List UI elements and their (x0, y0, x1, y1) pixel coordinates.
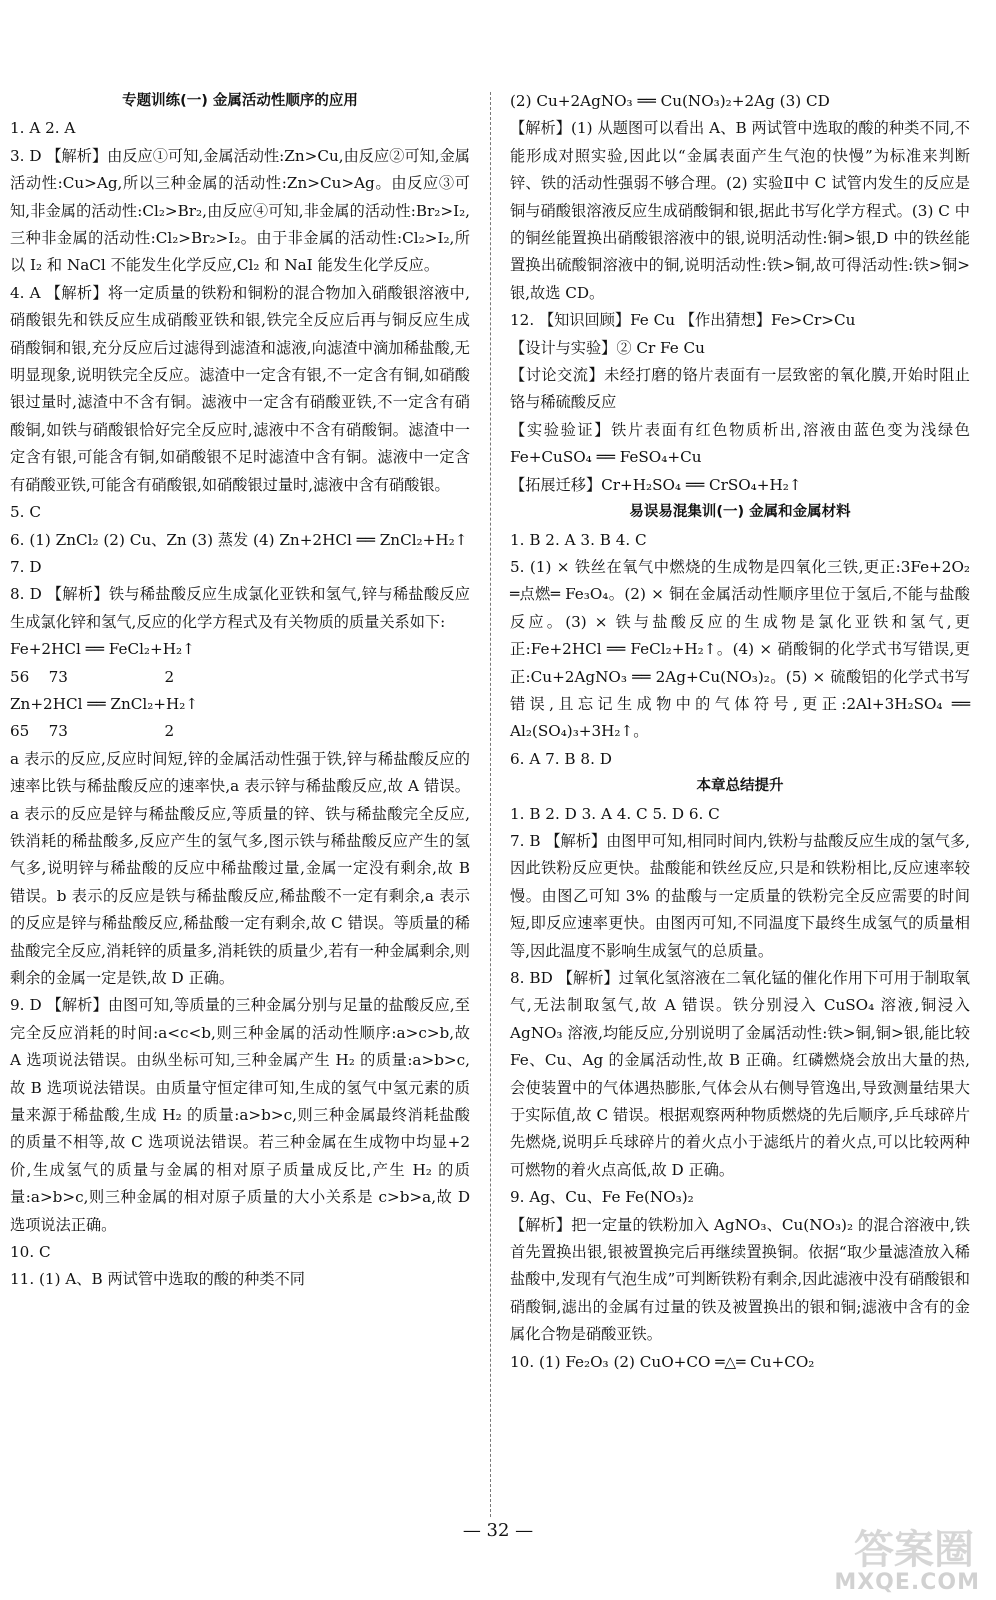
section-title-3: 本章总结提升 (696, 778, 784, 795)
answer-s3-9-analysis: 【解析】把一定量的铁粉加入 AgNO₃、Cu(NO₃)₂ 的混合溶液中,铁首先置换出银,银被置换完后再继续置换铜。依据“取少量滤渣放入稀盐酸中,发现有气泡生成”可判断铁粉有剩余,因此滤液中没有硝酸银和硝酸铜,滤出的金属有过量的铁及被置换出的银和铜;滤液中含有的金属化合物是硝酸亚铁。 (510, 1215, 970, 1344)
answer-5: 5. C (10, 503, 41, 522)
right-column (510, 88, 970, 1376)
answer-s2-6-8: 6. A 7. B 8. D (510, 749, 612, 768)
watermark-url: MXQE.COM (834, 1570, 980, 1595)
column-divider (490, 92, 491, 1517)
page-number: — 32 — (462, 1520, 534, 1541)
answer-7: 7. D (10, 557, 42, 576)
watermark-logo: 答案圈 (854, 1527, 974, 1573)
answer-11: 11. (1) A、B 两试管中选取的酸的种类不同 (10, 1270, 305, 1289)
answer-s3-9: 9. Ag、Cu、Fe Fe(NO₃)₂ (510, 1188, 694, 1207)
answer-11-analysis: 【解析】(1) 从题图可以看出 A、B 两试管中选取的酸的种类不同,不能形成对照实验,因此以“金属表面产生气泡的快慢”为标准来判断锌、铁的活动性强弱不够合理。(2) 实验Ⅱ中 C 试管内发生的反应是铜与硝酸银溶液反应生成硝酸铜和银,据此书写化学方程式。(3) C 中的铜丝能置换出硝酸银溶液中的银,说明活动性:铜>银,D 中的铁丝能置换出硫酸铜溶液中的铜,说明活动性:铁>铜,故可得活动性:铁>铜>银,故选 CD。 (510, 119, 970, 302)
answer-s3-7: 7. B 【解析】由图甲可知,相同时间内,铁粉与盐酸反应生成的氢气多,因此铁粉反应更快。盐酸能和铁丝反应,只是和铁粉相比,反应速率较慢。由图乙可知 3% 的盐酸与一定质量的铁粉完全反应需要的时间短,即反应速率更快。由图丙可知,不同温度下最终生成氢气的质量相等,因此温度不影响生成氢气的总质量。 (510, 831, 970, 960)
answer-12-verify: 【实验验证】铁片表面有红色物质析出,溶液由蓝色变为浅绿色 Fe+CuSO₄ ══ FeSO₄+Cu (510, 420, 970, 467)
answer-12-review: 12. 【知识回顾】Fe Cu 【作出猜想】Fe>Cr>Cu (510, 311, 856, 330)
answer-3: 3. D 【解析】由反应①可知,金属活动性:Zn>Cu,由反应②可知,金属活动性:Cu>Ag,所以三种金属的活动性:Zn>Cu>Ag。由反应③可知,非金属的活动性:Cl₂>Br₂,由反应④可知,非金属的活动性:Br₂>I₂,三种非金属的活动性:Cl₂>Br₂>I₂。由于非金属的活动性:Cl₂>I₂,所以 I₂ 和 NaCl 不能发生化学反应,Cl₂ 和 NaI 能发生化学反应。 (10, 146, 470, 275)
section-title-2: 易误易混集训(一) 金属和金属材料 (629, 504, 851, 521)
answer-12-discussion: 【讨论交流】未经打磨的铬片表面有一层致密的氧化膜,开始时阻止铬与稀硫酸反应 (510, 366, 970, 412)
answer-12-design: 【设计与实验】② Cr Fe Cu (510, 338, 705, 357)
answer-10: 10. C (10, 1243, 51, 1262)
answer-s2-1-4: 1. B 2. A 3. B 4. C (510, 530, 647, 549)
equation-zn: Zn+2HCl ══ ZnCl₂+H₂↑ (10, 694, 199, 713)
answer-12-extend: 【拓展迁移】Cr+H₂SO₄ ══ CrSO₄+H₂↑ (510, 475, 802, 494)
answer-8: 8. D 【解析】铁与稀盐酸反应生成氯化亚铁和氢气,锌与稀盐酸反应生成氯化锌和氢气,反应的化学方程式及有关物质的质量关系如下: (10, 585, 470, 631)
answer-4: 4. A 【解析】将一定质量的铁粉和铜粉的混合物加入硝酸银溶液中,硝酸银先和铁反应生成硝酸亚铁和银,铁完全反应后再与铜反应生成硝酸铜和银,充分反应后过滤得到滤渣和滤液,向滤渣中滴加稀盐酸,无明显现象,说明铁完全反应。滤渣中一定含有银,不一定含有铜,如硝酸银过量时,滤渣中不含有铜。滤液中一定含有硝酸亚铁,不一定含有硝酸铜,如铁与硝酸银恰好完全反应时,滤液中不含有硝酸铜。滤渣中一定含有银,可能含有铜,如硝酸银不足时滤渣中含有铜。滤液中一定含有硝酸亚铁,可能含有硝酸银,如硝酸银过量时,滤液中含有硝酸银。 (10, 283, 470, 494)
left-column (10, 88, 470, 1294)
equation-fe-masses: 56 73 2 (10, 667, 175, 686)
answer-s3-1-6: 1. B 2. D 3. A 4. C 5. D 6. C (510, 804, 720, 823)
answer-s3-10: 10. (1) Fe₂O₃ (2) CuO+CO ═△═ Cu+CO₂ (510, 1352, 815, 1371)
equation-fe: Fe+2HCl ══ FeCl₂+H₂↑ (10, 640, 195, 659)
answer-1-2: 1. A 2. A (10, 119, 76, 138)
answer-9: 9. D 【解析】由图可知,等质量的三种金属分别与足量的盐酸反应,至完全反应消耗的时间:a<c<b,则三种金属的活动性顺序:a>c>b,故 A 选项说法错误。由纵坐标可知,三种金属产生 H₂ 的质量:a>b>c,故 B 选项说法错误。由质量守恒定律可知,生成的氢气中氢元素的质量来源于稀盐酸,生成 H₂ 的质量:a>b>c,则三种金属最终消耗盐酸的质量不相等,故 C 选项说法错误。若三种金属在生成物中均显+2 价,生成氢气的质量与金属的相对原子质量成反比,产生 H₂ 的质量:a>b>c,则三种金属的相对原子质量的大小关系是 c>b>a,故 D 选项说法正确。 (10, 996, 470, 1234)
answer-s3-8: 8. BD 【解析】过氧化氢溶液在二氧化锰的催化作用下可用于制取氧气,无法制取氢气,故 A 错误。铁分别浸入 CuSO₄ 溶液,铜浸入 AgNO₃ 溶液,均能反应,分别说明了金属活动性:铁>铜,铜>银,能比较 Fe、Cu、Ag 的金属活动性,故 B 正确。红磷燃烧会放出大量的热,会使装置中的气体遇热膨胀,气体会从右侧导管逸出,导致测量结果大于实际值,故 C 错误。根据观察两种物质燃烧的先后顺序,乒乓球碎片先燃烧,说明乒乓球碎片的着火点小于滤纸片的着火点,可以比较两种可燃物的着火点高低,故 D 正确。 (510, 969, 970, 1179)
equation-zn-masses: 65 73 2 (10, 722, 175, 741)
answer-6: 6. (1) ZnCl₂ (2) Cu、Zn (3) 蒸发 (4) Zn+2HCl ══ ZnCl₂+H₂↑ (10, 530, 468, 549)
answer-s2-5: 5. (1) × 铁丝在氧气中燃烧的生成物是四氧化三铁,更正:3Fe+2O₂ ═点燃═ Fe₃O₄。(2) × 铜在金属活动性顺序里位于氢后,不能与盐酸反应。(3) × 铁与盐酸反应的生成物是氯化亚铁和氢气,更正:Fe+2HCl ══ FeCl₂+H₂↑。(4) × 硝酸铜的化学式书写错误,更正:Cu+2AgNO₃ ══ 2Ag+Cu(NO₃)₂。(5) × 硫酸铝的化学式书写错误,且忘记生成物中的气体符号,更正:2Al+3H₂SO₄ ══ Al₂(SO₄)₃+3H₂↑。 (510, 557, 970, 741)
section-title-1: 专题训练(一) 金属活动性顺序的应用 (122, 93, 358, 109)
answer-11-cont: (2) Cu+2AgNO₃ ══ Cu(NO₃)₂+2Ag (3) CD (510, 92, 830, 110)
answer-8-analysis: a 表示的反应,反应时间短,锌的金属活动性强于铁,锌与稀盐酸反应的速率比铁与稀盐酸反应的速率快,a 表示锌与稀盐酸反应,故 A 错误。a 表示的反应是锌与稀盐酸反应,等质量的锌、铁与稀盐酸完全反应,铁消耗的稀盐酸多,反应产生的氢气多,图示铁与稀盐酸反应产生的氢气多,说明锌与稀盐酸的反应中稀盐酸过量,金属一定没有剩余,故 B 错误。b 表示的反应是铁与稀盐酸反应,稀盐酸不一定有剩余,a 表示的反应是锌与稀盐酸反应,稀盐酸一定有剩余,故 C 错误。等质量的稀盐酸完全反应,消耗锌的质量多,消耗铁的质量少,若有一种金属剩余,则剩余的金属一定是铁,故 D 正确。 (10, 749, 470, 987)
